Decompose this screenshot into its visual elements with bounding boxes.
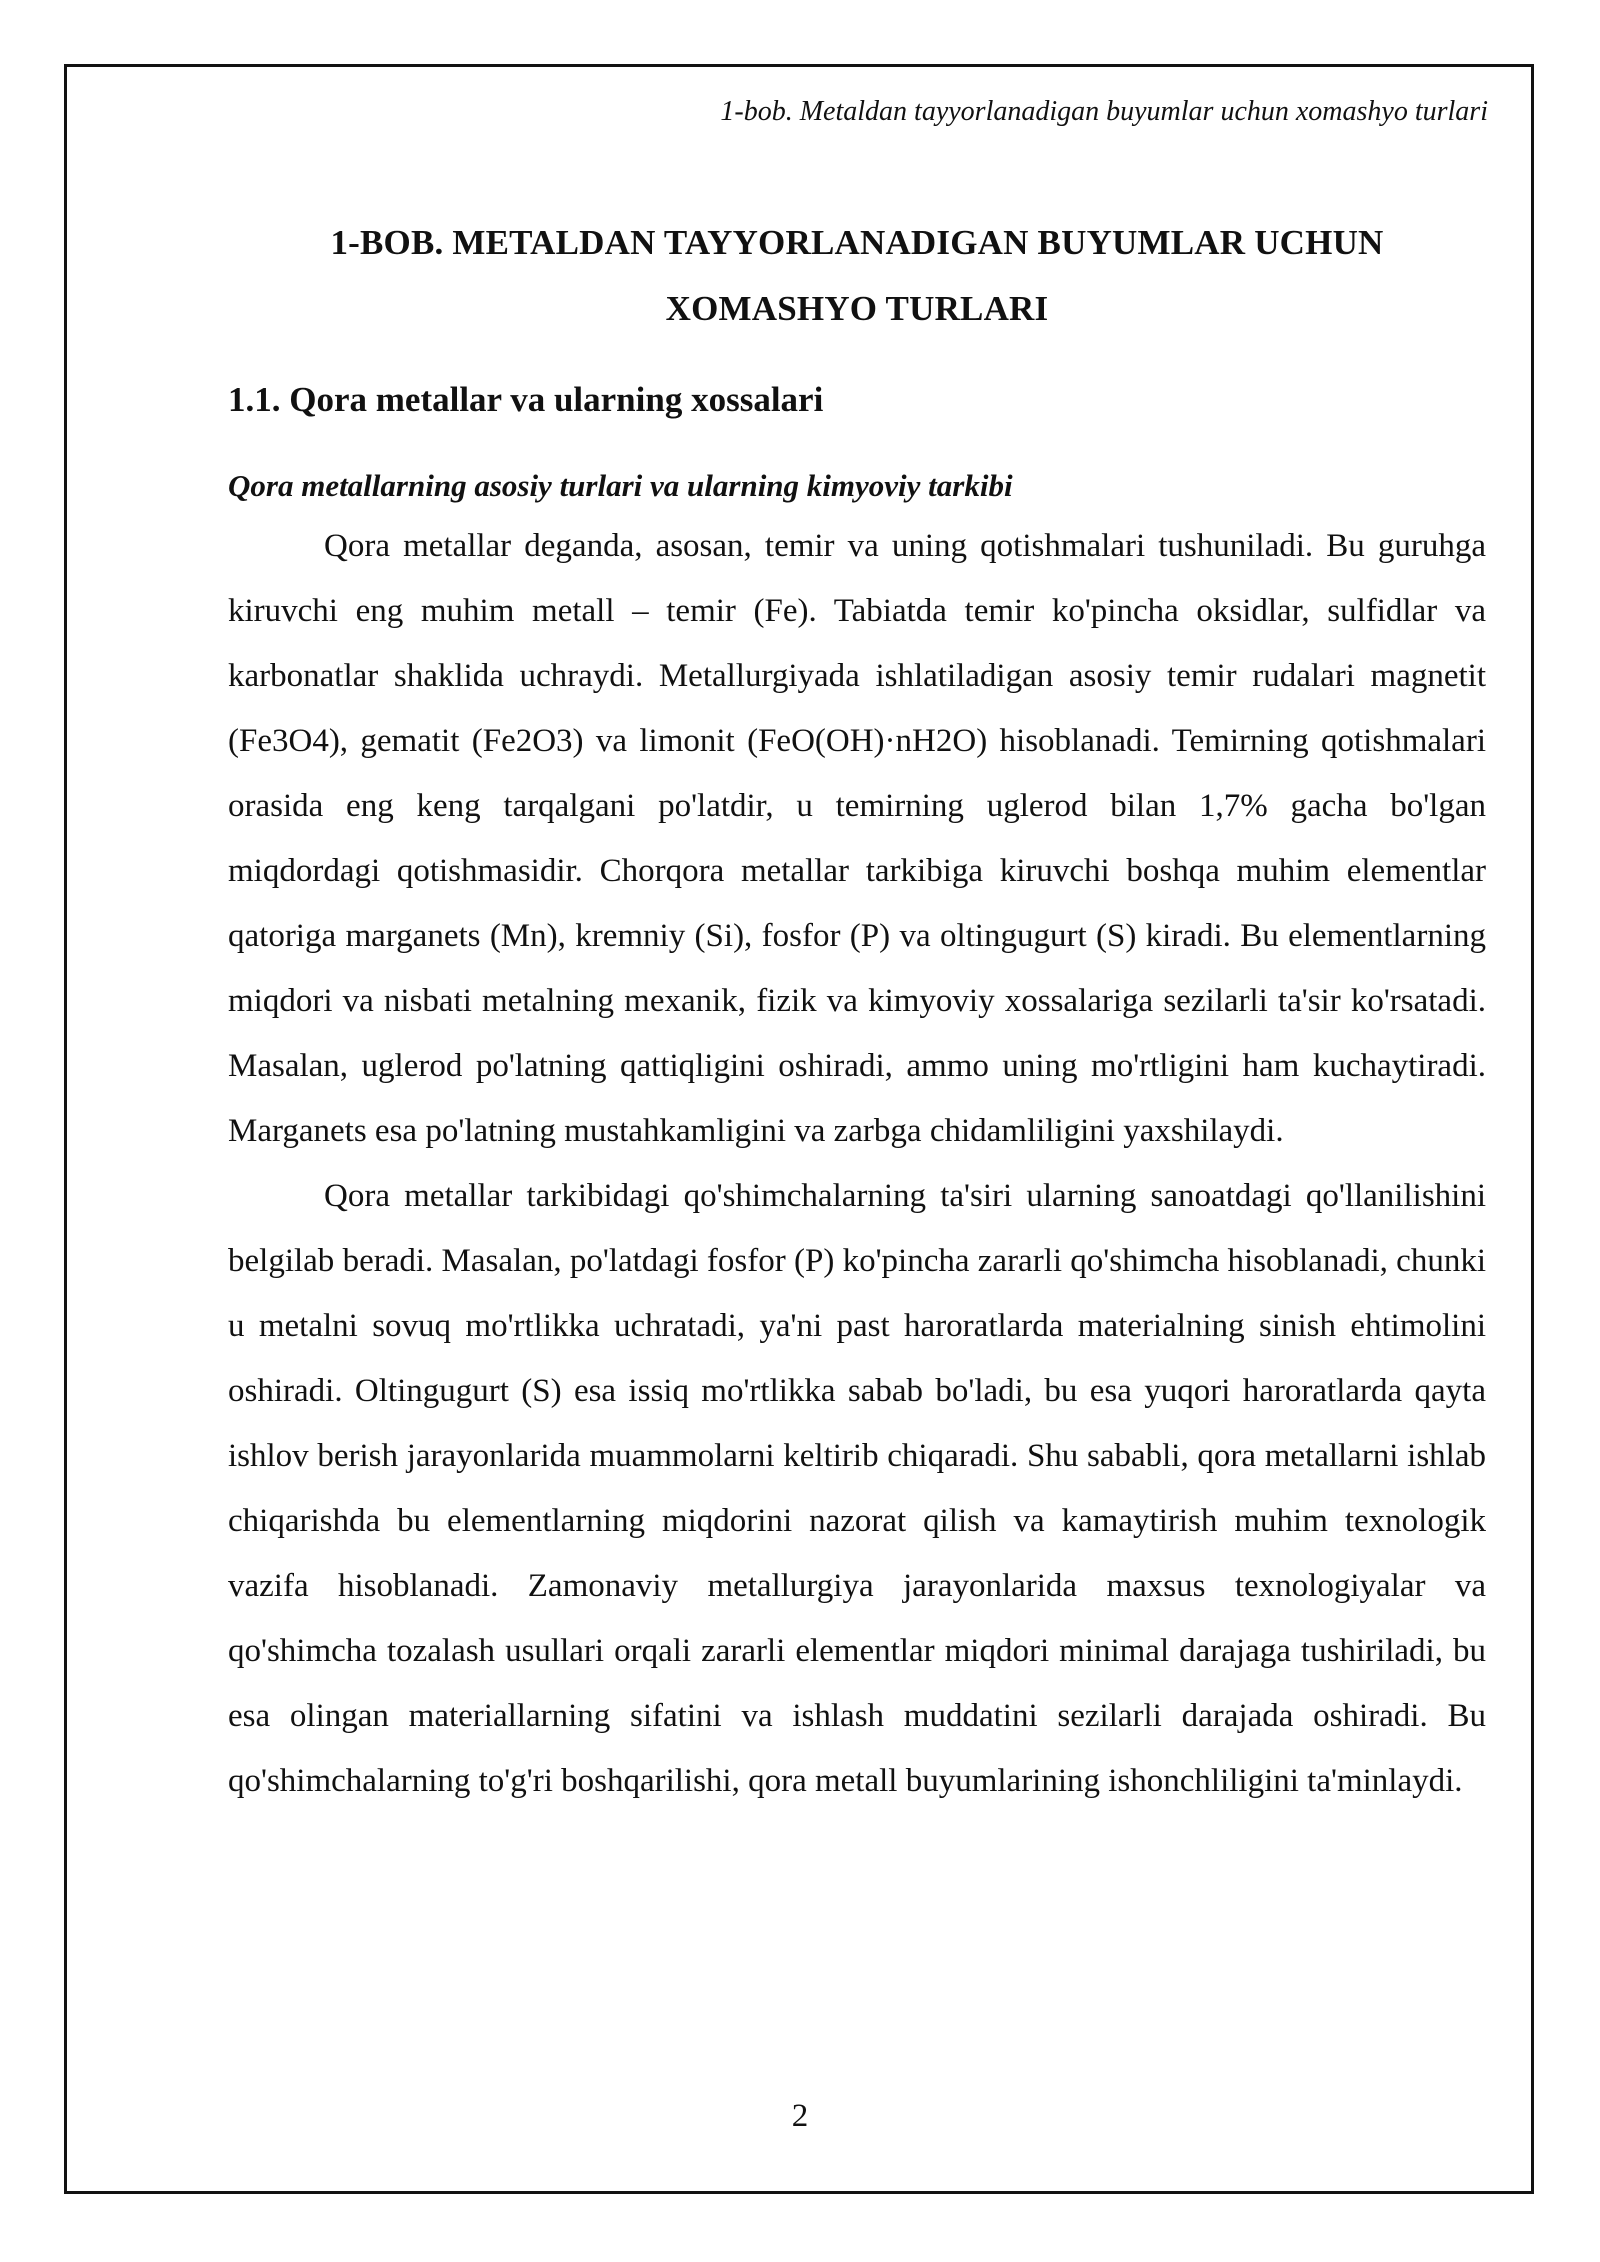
subsection-title: Qora metallarning asosiy turlari va ularning kimyoviy tarkibi (228, 468, 1013, 503)
body-paragraph: Qora metallar deganda, asosan, temir va uning qotishmalari tushuniladi. Bu guruhga kiruvchi eng muhim metall – temir (Fe). Tabiatda temir ko'pincha oksidlar, sulfidlar va karbonatlar shaklida uchraydi. Metallurgiyada ishlatiladigan asosiy temir rudalari magnetit (Fe3O4), gematit (Fe2O3) va limonit (FeO(OH)·nH2O) hisoblanadi. Temirning qotishmalari orasida eng keng tarqalgani po'latdir, u temirning uglerod bilan 1,7% gacha bo'lgan miqdordagi qotishmasidir. Chorqora metallar tarkibiga kiruvchi boshqa muhim elementlar qatoriga marganets (Mn), kremniy (Si), fosfor (P) va oltingugurt (S) kiradi. Bu elementlarning miqdori va nisbati metalning mexanik, fizik va kimyoviy xossalariga sezilarli ta'sir ko'rsatadi. Masalan, uglerod po'latning qattiqligini oshiradi, ammo uning mo'rtligini ham kuchaytiradi. Marganets esa po'latning mustahkamligini va zarbga chidamliligini yaxshilaydi. (228, 528, 1486, 1149)
running-header: 1-bob. Metaldan tayyorlanadigan buyumlar uchun xomashyo turlari (720, 96, 1488, 127)
body-paragraph: Qora metallar tarkibidagi qo'shimchalarning ta'siri ularning sanoatdagi qo'llanilishini belgilab beradi. Masalan, po'latdagi fosfor (P) ko'pincha zararli qo'shimcha hisoblanadi, chunki u metalni sovuq mo'rtlikka uchratadi, ya'ni past haroratlarda materialning sinish ehtimolini oshiradi. Oltingugurt (S) esa issiq mo'rtlikka sabab bo'ladi, bu esa yuqori haroratlarda qayta ishlov berish jarayonlarida muammolarni keltirib chiqaradi. Shu sababli, qora metallarni ishlab chiqarishda bu elementlarning miqdorini nazorat qilish va kamaytirish muhim texnologik vazifa hisoblanadi. Zamonaviy metallurgiya jarayonlarida maxsus texnologiyalar va qo'shimcha tozalash usullari orqali zararli elementlar miqdori minimal darajaga tushiriladi, bu esa olingan materiallarning sifatini va ishlash muddatini sezilarli darajada oshiradi. Bu qo'shimchalarning to'g'ri boshqarilishi, qora metall buyumlarining ishonchliligini ta'minlaydi. (228, 1178, 1486, 1799)
page-content (228, 210, 1486, 1814)
chapter-title: 1-BOB. METALDAN TAYYORLANADIGAN BUYUMLAR UCHUN XOMASHYO TURLARI (330, 223, 1384, 328)
page-number: 2 (791, 2098, 809, 2134)
section-title: 1.1. Qora metallar va ularning xossalari (228, 380, 824, 419)
